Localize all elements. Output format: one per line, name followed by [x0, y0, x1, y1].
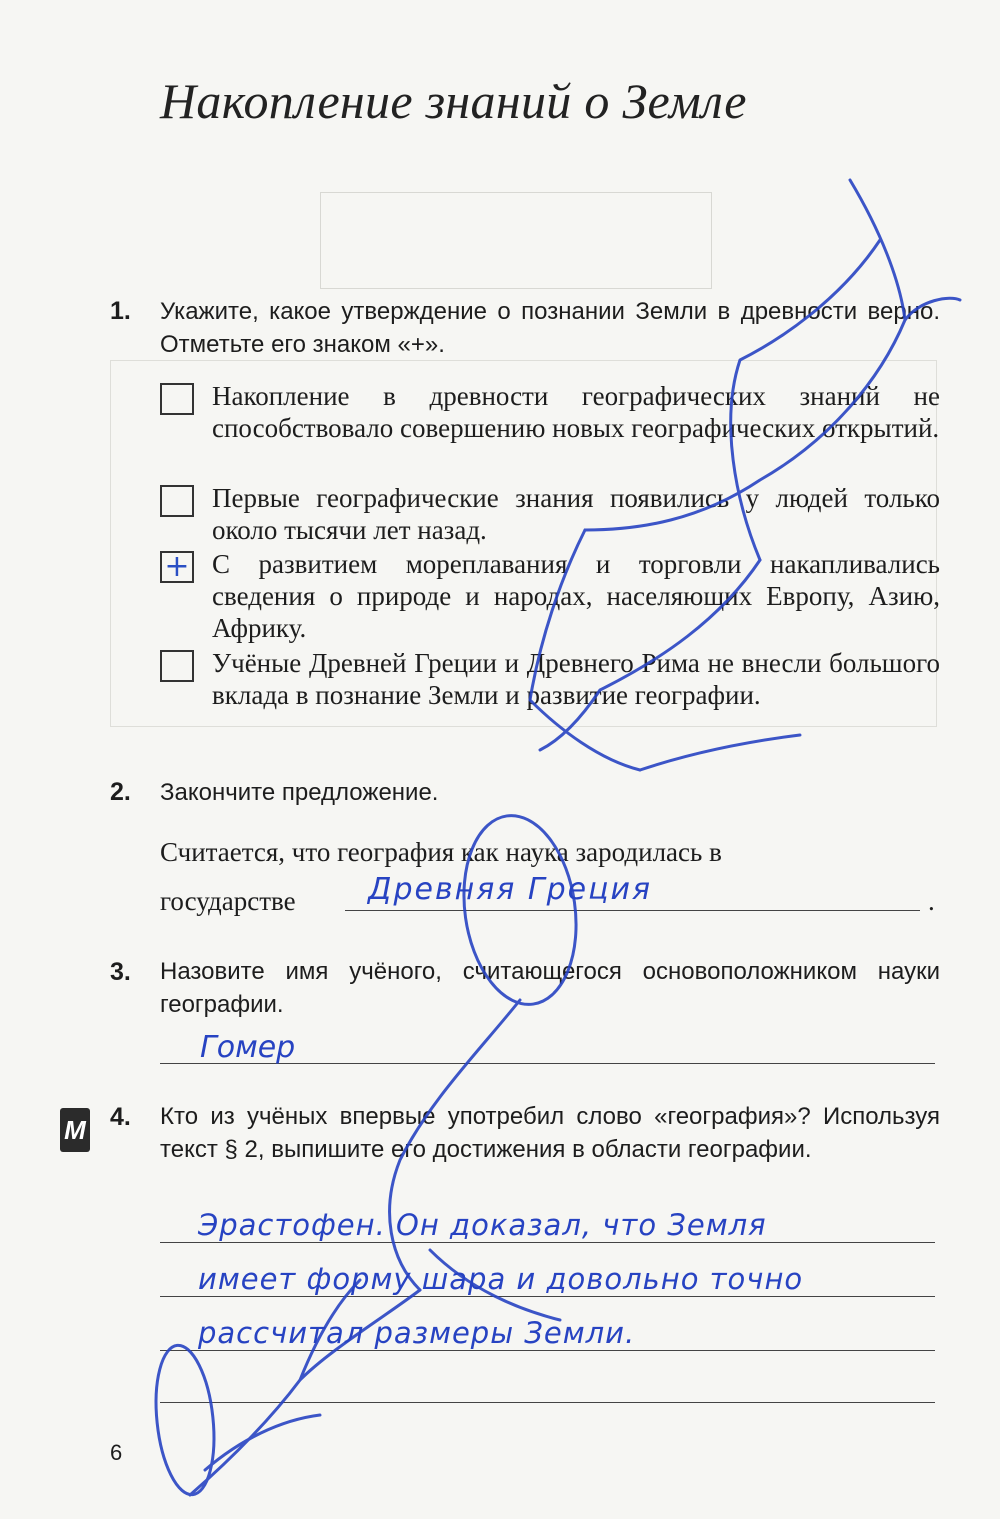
option-3-text: С развитием мореплавания и торговли накапливались сведения о природе и народах, населяющих Европу, Азию, Африку. [212, 549, 940, 643]
question-3-handwritten-answer: Гомер [200, 1030, 296, 1065]
question-4-answer-line-2[interactable] [160, 1296, 935, 1297]
question-2-sentence-end-label: государстве [160, 886, 296, 916]
question-1-text: Укажите, какое утверждение о познании Земли в древности верно. Отметьте его знаком «+». [160, 298, 940, 358]
option-3-checkbox[interactable] [160, 551, 194, 583]
question-2-handwritten-answer: Древняя Греция [368, 872, 653, 907]
scribble-10 [205, 1415, 320, 1470]
question-4-handwritten-line-1: Эрастофен. Он доказал, что Земля [198, 1208, 767, 1242]
question-2-answer-line[interactable] [345, 910, 920, 911]
question-4-text: Кто из учёных впервые употребил слово «география»? Используя текст § 2, выпишите его достижения в области географии. [160, 1103, 940, 1163]
option-4-checkbox[interactable] [160, 650, 194, 682]
question-4-answer-line-4[interactable] [160, 1402, 935, 1403]
page-title: Накопление знаний о Земле [160, 73, 747, 129]
m-badge-icon: М [60, 1108, 90, 1152]
question-2-period: . [928, 886, 935, 916]
option-4-text: Учёные Древней Греции и Древнего Рима не внесли большого вклада в познание Земли и развитие географии. [212, 648, 940, 710]
question-1-number: 1. [110, 297, 131, 325]
question-1-option-4 [160, 647, 940, 747]
question-1-option-2 [160, 482, 940, 550]
question-1-option-3 [160, 548, 940, 648]
option-2-checkbox[interactable] [160, 485, 194, 517]
question-4-number: 4. [110, 1103, 131, 1131]
question-2-number: 2. [110, 778, 131, 806]
scribble-loop-2 [149, 1342, 220, 1497]
scribble-11 [190, 1380, 300, 1495]
page-number: 6 [110, 1440, 123, 1465]
question-1-option-1 [160, 380, 940, 480]
question-4-answer-line-1[interactable] [160, 1242, 935, 1243]
question-2-text: Закончите предложение. [160, 779, 439, 806]
option-1-checkbox[interactable] [160, 383, 194, 415]
plus-mark: + [164, 549, 190, 584]
question-2-sentence: Считается, что география как наука зародилась в [160, 837, 722, 867]
question-3-text: Назовите имя учёного, считающегося основоположником науки географии. [160, 958, 940, 1018]
show-through-text [110, 92, 116, 115]
question-3-number: 3. [110, 958, 131, 986]
question-4-answer-line-3[interactable] [160, 1350, 935, 1351]
option-1-text: Накопление в древности географических знаний не способствовало совершению новых географических открытий. [212, 381, 940, 443]
option-2-text: Первые географические знания появились у людей только около тысячи лет назад. [212, 483, 940, 545]
question-4-handwritten-line-2: имеет форму шара и довольно точно [198, 1262, 804, 1296]
show-through-box [320, 192, 712, 289]
question-4-handwritten-line-3: рассчитал размеры Земли. [198, 1316, 636, 1350]
